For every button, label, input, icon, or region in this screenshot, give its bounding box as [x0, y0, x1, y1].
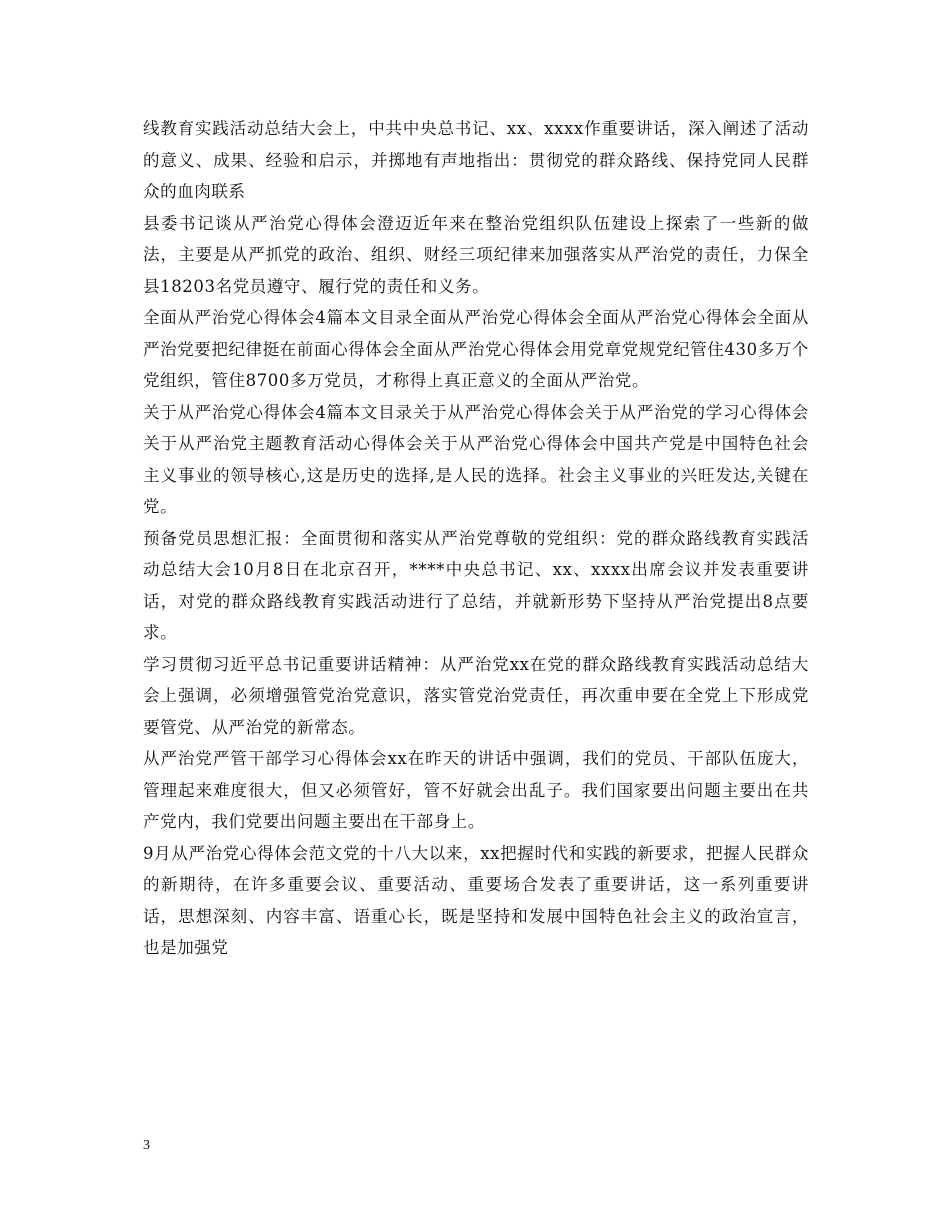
paragraph-2: 县委书记谈从严治党心得体会澄迈近年来在整治党组织队伍建设上探索了一些新的做法，主要是从严抓党的政治、组织、财经三项纪律来加强落实从严治党的责任，力保全县18203名党员遵守、履行党的责任和义务。	[143, 213, 809, 296]
paragraph-1: 线教育实践活动总结大会上，中共中央总书记、xx、xxxx作重要讲话，深入阐述了活动的意义、成果、经验和启示，并掷地有声地指出：贯彻党的群众路线、保持党同人民群众的血肉联系	[143, 119, 809, 201]
paragraph-6: 学习贯彻习近平总书记重要讲话精神：从严治党xx在党的群众路线教育实践活动总结大会上强调，必须增强管党治党意识，落实管党治党责任，再次重申要在全党上下形成党要管党、从严治党的新常态。	[143, 654, 809, 737]
page-number: 3	[143, 1138, 150, 1153]
paragraph-4: 关于从严治党心得体会4篇本文目录关于从严治党心得体会关于从严治党的学习心得体会关于从严治党主题教育活动心得体会关于从严治党心得体会中国共产党是中国特色社会主义事业的领导核心,这是历史的选择,是人民的选择。社会主义事业的兴旺发达,关键在党。	[143, 402, 809, 516]
document-body	[143, 113, 809, 964]
paragraph-3: 全面从严治党心得体会4篇本文目录全面从严治党心得体会全面从严治党心得体会全面从严治党要把纪律挺在前面心得体会全面从严治党心得体会用党章党规党纪管住430多万个党组织，管住8700多万党员，才称得上真正意义的全面从严治党。	[143, 308, 809, 390]
paragraph-7: 从严治党严管干部学习心得体会xx在昨天的讲话中强调，我们的党员、干部队伍庞大，管理起来难度很大，但又必须管好，管不好就会出乱子。我们国家要出问题主要出在共产党内，我们党要出问题主要出在干部身上。	[143, 749, 809, 831]
paragraph-8: 9月从严治党心得体会范文党的十八大以来，xx把握时代和实践的新要求，把握人民群众的新期待，在许多重要会议、重要活动、重要场合发表了重要讲话，这一系列重要讲话，思想深刻、内容丰富、语重心长，既是坚持和发展中国特色社会主义的政治宣言，也是加强党	[143, 843, 809, 957]
paragraph-5: 预备党员思想汇报：全面贯彻和落实从严治党尊敬的党组织：党的群众路线教育实践活动总结大会10月8日在北京召开，****中央总书记、xx、xxxx出席会议并发表重要讲话，对党的群众路线教育实践活动进行了总结，并就新形势下坚持从严治党提出8点要求。	[143, 528, 809, 642]
